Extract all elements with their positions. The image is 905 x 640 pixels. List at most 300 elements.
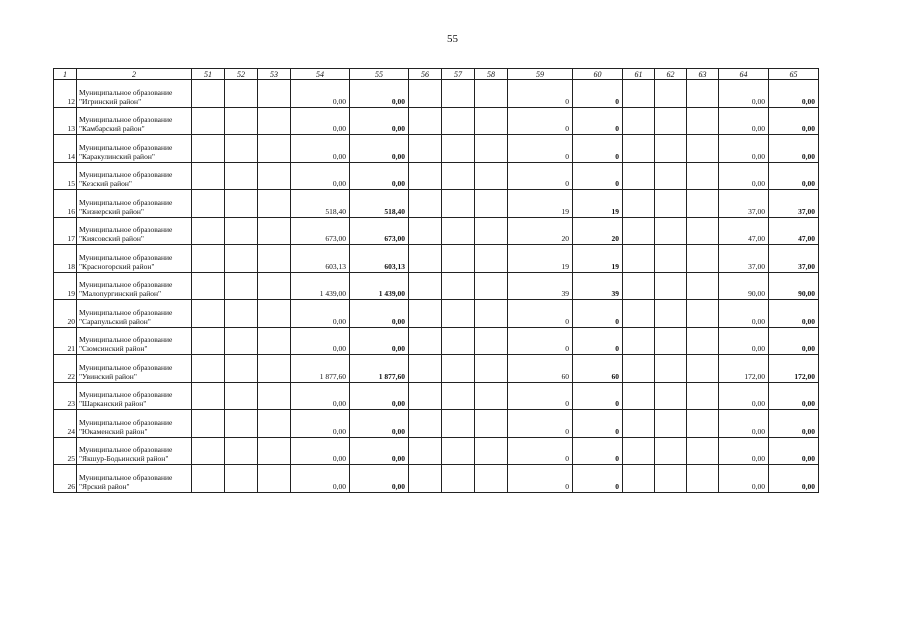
cell-col-64: 47,00 [719, 217, 769, 245]
cell-col-59: 39 [508, 272, 573, 300]
municipality-name-line2: "Сарапульский район" [79, 316, 151, 326]
cell-col-60: 0 [573, 300, 623, 328]
cell-col-57 [442, 162, 475, 190]
municipality-name-line1: Муниципальное образование [79, 307, 173, 317]
cell-col-57 [442, 245, 475, 273]
cell-col-60: 0 [573, 465, 623, 493]
cell-col-54: 0,00 [291, 80, 350, 108]
cell-col-61 [623, 107, 655, 135]
cell-col-64: 0,00 [719, 300, 769, 328]
cell-col-62 [655, 300, 687, 328]
table-row [54, 300, 819, 328]
municipality-name [77, 327, 192, 355]
cell-col-53 [258, 327, 291, 355]
column-header: 65 [769, 69, 819, 80]
cell-col-57 [442, 190, 475, 218]
row-number: 14 [54, 135, 77, 163]
cell-col-53 [258, 162, 291, 190]
cell-col-55: 0,00 [350, 107, 409, 135]
cell-col-59: 0 [508, 107, 573, 135]
cell-col-57 [442, 300, 475, 328]
cell-col-61 [623, 80, 655, 108]
cell-col-58 [475, 437, 508, 465]
cell-col-65: 0,00 [769, 327, 819, 355]
cell-col-54: 0,00 [291, 410, 350, 438]
cell-col-56 [409, 437, 442, 465]
cell-col-55: 1 439,00 [350, 272, 409, 300]
row-number: 23 [54, 382, 77, 410]
cell-col-58 [475, 217, 508, 245]
table-row [54, 135, 819, 163]
cell-col-52 [225, 327, 258, 355]
cell-col-65: 0,00 [769, 465, 819, 493]
municipality-name-line1: Муниципальное образование [79, 417, 173, 427]
cell-col-55: 0,00 [350, 162, 409, 190]
cell-col-54: 673,00 [291, 217, 350, 245]
cell-col-63 [687, 410, 719, 438]
cell-col-63 [687, 107, 719, 135]
cell-col-58 [475, 245, 508, 273]
cell-col-64: 0,00 [719, 382, 769, 410]
cell-col-55: 0,00 [350, 300, 409, 328]
municipality-name-line2: "Шарканский район" [79, 399, 147, 408]
cell-col-60: 19 [573, 190, 623, 218]
cell-col-52 [225, 107, 258, 135]
cell-col-60: 0 [573, 80, 623, 108]
column-header: 1 [54, 69, 77, 80]
cell-col-52 [225, 410, 258, 438]
cell-col-58 [475, 327, 508, 355]
cell-col-61 [623, 272, 655, 300]
cell-col-59: 20 [508, 217, 573, 245]
municipality-name [77, 382, 192, 410]
cell-col-63 [687, 355, 719, 383]
cell-col-58 [475, 162, 508, 190]
cell-col-60: 0 [573, 327, 623, 355]
cell-col-63 [687, 190, 719, 218]
cell-col-64: 0,00 [719, 465, 769, 493]
cell-col-51 [192, 437, 225, 465]
cell-col-57 [442, 437, 475, 465]
table-body [54, 80, 819, 493]
cell-col-52 [225, 382, 258, 410]
cell-col-60: 20 [573, 217, 623, 245]
municipality-name-line1: Муниципальное образование [79, 197, 173, 207]
cell-col-52 [225, 300, 258, 328]
cell-col-58 [475, 135, 508, 163]
cell-col-53 [258, 410, 291, 438]
column-header: 59 [508, 69, 573, 80]
row-number: 22 [54, 355, 77, 383]
municipality-name-line2: "Камбарский район" [79, 124, 145, 133]
cell-col-51 [192, 217, 225, 245]
row-number: 12 [54, 80, 77, 108]
cell-col-62 [655, 437, 687, 465]
cell-col-64: 0,00 [719, 162, 769, 190]
table-row [54, 162, 819, 190]
municipality-name-line1: Муниципальное образование [79, 280, 173, 289]
row-number: 24 [54, 410, 77, 438]
cell-col-55: 1 877,60 [350, 355, 409, 383]
cell-col-59: 0 [508, 410, 573, 438]
municipality-name-line2: "Каракулинский район" [79, 151, 155, 161]
municipality-name-line1: Муниципальное образование [79, 87, 173, 97]
cell-col-52 [225, 437, 258, 465]
cell-col-60: 19 [573, 245, 623, 273]
cell-col-54: 1 877,60 [291, 355, 350, 383]
cell-col-59: 0 [508, 300, 573, 328]
row-number: 13 [54, 107, 77, 135]
cell-col-64: 37,00 [719, 190, 769, 218]
table-row [54, 410, 819, 438]
municipality-name-line2: "Юкаменский район" [79, 426, 148, 436]
municipality-name-line2: "Кезский район" [79, 179, 132, 188]
municipality-name [77, 465, 192, 493]
municipality-name-line2: "Якшур-Бодьинский район" [79, 454, 169, 463]
cell-col-53 [258, 107, 291, 135]
municipality-name [77, 300, 192, 328]
cell-col-53 [258, 245, 291, 273]
cell-col-63 [687, 300, 719, 328]
table-row [54, 437, 819, 465]
municipality-name-line1: Муниципальное образование [79, 472, 173, 482]
cell-col-58 [475, 300, 508, 328]
municipality-name-line2: "Игринский район" [79, 96, 142, 106]
data-table [53, 68, 819, 493]
cell-col-59: 0 [508, 465, 573, 493]
cell-col-58 [475, 190, 508, 218]
cell-col-60: 0 [573, 382, 623, 410]
cell-col-62 [655, 80, 687, 108]
cell-col-64: 0,00 [719, 437, 769, 465]
municipality-name-line2: "Красногорский район" [79, 261, 155, 271]
row-number: 15 [54, 162, 77, 190]
municipality-name [77, 135, 192, 163]
cell-col-51 [192, 190, 225, 218]
table-row [54, 465, 819, 493]
cell-col-59: 0 [508, 382, 573, 410]
cell-col-58 [475, 465, 508, 493]
cell-col-52 [225, 217, 258, 245]
cell-col-64: 0,00 [719, 135, 769, 163]
cell-col-52 [225, 465, 258, 493]
cell-col-53 [258, 272, 291, 300]
column-header: 62 [655, 69, 687, 80]
column-header: 54 [291, 69, 350, 80]
cell-col-56 [409, 382, 442, 410]
cell-col-56 [409, 465, 442, 493]
cell-col-51 [192, 465, 225, 493]
cell-col-52 [225, 162, 258, 190]
column-header: 55 [350, 69, 409, 80]
cell-col-59: 0 [508, 327, 573, 355]
cell-col-58 [475, 355, 508, 383]
cell-col-61 [623, 135, 655, 163]
column-header: 63 [687, 69, 719, 80]
cell-col-55: 0,00 [350, 437, 409, 465]
cell-col-60: 60 [573, 355, 623, 383]
row-number: 25 [54, 437, 77, 465]
cell-col-58 [475, 80, 508, 108]
cell-col-55: 0,00 [350, 465, 409, 493]
cell-col-62 [655, 190, 687, 218]
cell-col-64: 172,00 [719, 355, 769, 383]
row-number: 21 [54, 327, 77, 355]
cell-col-62 [655, 272, 687, 300]
cell-col-57 [442, 327, 475, 355]
cell-col-65: 0,00 [769, 382, 819, 410]
municipality-name-line1: Муниципальное образование [79, 170, 173, 179]
cell-col-59: 0 [508, 162, 573, 190]
row-number: 19 [54, 272, 77, 300]
column-header: 58 [475, 69, 508, 80]
cell-col-55: 518,40 [350, 190, 409, 218]
table-row [54, 382, 819, 410]
column-header: 61 [623, 69, 655, 80]
municipality-name-line2: "Увинский район" [79, 371, 137, 381]
page-number: 55 [447, 33, 458, 45]
municipality-name-line2: "Малопургинский район" [79, 289, 162, 298]
cell-col-54: 0,00 [291, 135, 350, 163]
cell-col-51 [192, 327, 225, 355]
cell-col-62 [655, 410, 687, 438]
cell-col-64: 0,00 [719, 107, 769, 135]
cell-col-57 [442, 135, 475, 163]
table-row [54, 217, 819, 245]
cell-col-62 [655, 245, 687, 273]
municipality-name [77, 245, 192, 273]
table-row [54, 245, 819, 273]
cell-col-65: 0,00 [769, 300, 819, 328]
cell-col-63 [687, 162, 719, 190]
cell-col-58 [475, 272, 508, 300]
cell-col-56 [409, 80, 442, 108]
table-row [54, 107, 819, 135]
cell-col-61 [623, 437, 655, 465]
cell-col-65: 0,00 [769, 437, 819, 465]
cell-col-62 [655, 107, 687, 135]
cell-col-61 [623, 355, 655, 383]
municipality-name-line1: Муниципальное образование [79, 335, 173, 344]
cell-col-56 [409, 245, 442, 273]
cell-col-54: 0,00 [291, 465, 350, 493]
cell-col-54: 0,00 [291, 437, 350, 465]
cell-col-64: 0,00 [719, 410, 769, 438]
cell-col-59: 0 [508, 135, 573, 163]
cell-col-61 [623, 300, 655, 328]
municipality-name-line2: "Сюмсинский район" [79, 344, 148, 353]
cell-col-54: 0,00 [291, 327, 350, 355]
cell-col-60: 0 [573, 437, 623, 465]
cell-col-53 [258, 300, 291, 328]
column-header: 2 [77, 69, 192, 80]
column-header: 64 [719, 69, 769, 80]
cell-col-60: 0 [573, 410, 623, 438]
cell-col-55: 0,00 [350, 382, 409, 410]
cell-col-54: 0,00 [291, 162, 350, 190]
cell-col-51 [192, 355, 225, 383]
cell-col-63 [687, 465, 719, 493]
municipality-name-line1: Муниципальное образование [79, 390, 173, 399]
cell-col-63 [687, 382, 719, 410]
cell-col-51 [192, 245, 225, 273]
municipality-name-line1: Муниципальное образование [79, 252, 173, 262]
cell-col-58 [475, 107, 508, 135]
cell-col-52 [225, 80, 258, 108]
municipality-name-line1: Муниципальное образование [79, 142, 173, 152]
cell-col-64: 90,00 [719, 272, 769, 300]
cell-col-51 [192, 107, 225, 135]
table-row [54, 355, 819, 383]
row-number: 18 [54, 245, 77, 273]
cell-col-52 [225, 190, 258, 218]
cell-col-65: 47,00 [769, 217, 819, 245]
column-header: 56 [409, 69, 442, 80]
cell-col-54: 1 439,00 [291, 272, 350, 300]
cell-col-63 [687, 327, 719, 355]
table-row [54, 80, 819, 108]
cell-col-61 [623, 382, 655, 410]
cell-col-51 [192, 300, 225, 328]
cell-col-56 [409, 272, 442, 300]
cell-col-51 [192, 80, 225, 108]
municipality-name-line1: Муниципальное образование [79, 225, 173, 234]
cell-col-60: 0 [573, 162, 623, 190]
cell-col-64: 0,00 [719, 327, 769, 355]
cell-col-55: 0,00 [350, 135, 409, 163]
cell-col-52 [225, 272, 258, 300]
cell-col-53 [258, 355, 291, 383]
cell-col-60: 0 [573, 107, 623, 135]
cell-col-56 [409, 162, 442, 190]
cell-col-62 [655, 217, 687, 245]
row-number: 16 [54, 190, 77, 218]
cell-col-56 [409, 217, 442, 245]
cell-col-61 [623, 245, 655, 273]
cell-col-61 [623, 465, 655, 493]
municipality-name [77, 217, 192, 245]
municipality-name-line1: Муниципальное образование [79, 445, 173, 454]
cell-col-53 [258, 135, 291, 163]
cell-col-53 [258, 437, 291, 465]
cell-col-56 [409, 355, 442, 383]
cell-col-59: 0 [508, 437, 573, 465]
municipality-name [77, 437, 192, 465]
cell-col-63 [687, 245, 719, 273]
cell-col-62 [655, 162, 687, 190]
cell-col-57 [442, 107, 475, 135]
header-row [54, 69, 819, 80]
cell-col-55: 0,00 [350, 327, 409, 355]
municipality-name-line2: "Ярский район" [79, 481, 130, 491]
cell-col-65: 172,00 [769, 355, 819, 383]
cell-col-55: 0,00 [350, 80, 409, 108]
cell-col-54: 518,40 [291, 190, 350, 218]
cell-col-63 [687, 272, 719, 300]
cell-col-55: 0,00 [350, 410, 409, 438]
cell-col-57 [442, 382, 475, 410]
cell-col-65: 37,00 [769, 245, 819, 273]
municipality-name [77, 355, 192, 383]
cell-col-53 [258, 190, 291, 218]
municipality-name [77, 410, 192, 438]
municipality-name-line2: "Кизнерский район" [79, 206, 144, 216]
column-header: 60 [573, 69, 623, 80]
cell-col-55: 603,13 [350, 245, 409, 273]
cell-col-56 [409, 190, 442, 218]
cell-col-56 [409, 135, 442, 163]
cell-col-57 [442, 465, 475, 493]
cell-col-61 [623, 217, 655, 245]
cell-col-61 [623, 410, 655, 438]
table-row [54, 272, 819, 300]
cell-col-54: 0,00 [291, 300, 350, 328]
cell-col-62 [655, 382, 687, 410]
municipality-name [77, 80, 192, 108]
cell-col-53 [258, 217, 291, 245]
cell-col-51 [192, 162, 225, 190]
cell-col-59: 60 [508, 355, 573, 383]
cell-col-57 [442, 80, 475, 108]
cell-col-56 [409, 327, 442, 355]
municipality-name [77, 272, 192, 300]
cell-col-52 [225, 245, 258, 273]
cell-col-51 [192, 272, 225, 300]
cell-col-62 [655, 465, 687, 493]
municipality-name-line1: Муниципальное образование [79, 115, 173, 124]
cell-col-57 [442, 355, 475, 383]
cell-col-53 [258, 465, 291, 493]
table-row [54, 327, 819, 355]
cell-col-59: 19 [508, 190, 573, 218]
row-number: 20 [54, 300, 77, 328]
municipality-name [77, 190, 192, 218]
cell-col-63 [687, 437, 719, 465]
cell-col-53 [258, 382, 291, 410]
cell-col-63 [687, 217, 719, 245]
cell-col-51 [192, 135, 225, 163]
cell-col-58 [475, 410, 508, 438]
cell-col-59: 19 [508, 245, 573, 273]
cell-col-65: 90,00 [769, 272, 819, 300]
column-header: 57 [442, 69, 475, 80]
cell-col-65: 37,00 [769, 190, 819, 218]
cell-col-65: 0,00 [769, 410, 819, 438]
cell-col-56 [409, 410, 442, 438]
cell-col-65: 0,00 [769, 107, 819, 135]
row-number: 26 [54, 465, 77, 493]
cell-col-55: 673,00 [350, 217, 409, 245]
cell-col-56 [409, 107, 442, 135]
cell-col-57 [442, 410, 475, 438]
cell-col-60: 0 [573, 135, 623, 163]
cell-col-54: 603,13 [291, 245, 350, 273]
cell-col-62 [655, 327, 687, 355]
cell-col-52 [225, 355, 258, 383]
municipality-name-line2: "Киясовский район" [79, 234, 144, 243]
cell-col-63 [687, 80, 719, 108]
cell-col-51 [192, 382, 225, 410]
cell-col-57 [442, 217, 475, 245]
cell-col-60: 39 [573, 272, 623, 300]
municipality-name-line1: Муниципальное образование [79, 362, 173, 372]
cell-col-62 [655, 135, 687, 163]
cell-col-54: 0,00 [291, 382, 350, 410]
cell-col-52 [225, 135, 258, 163]
cell-col-65: 0,00 [769, 135, 819, 163]
row-number: 17 [54, 217, 77, 245]
column-header: 51 [192, 69, 225, 80]
